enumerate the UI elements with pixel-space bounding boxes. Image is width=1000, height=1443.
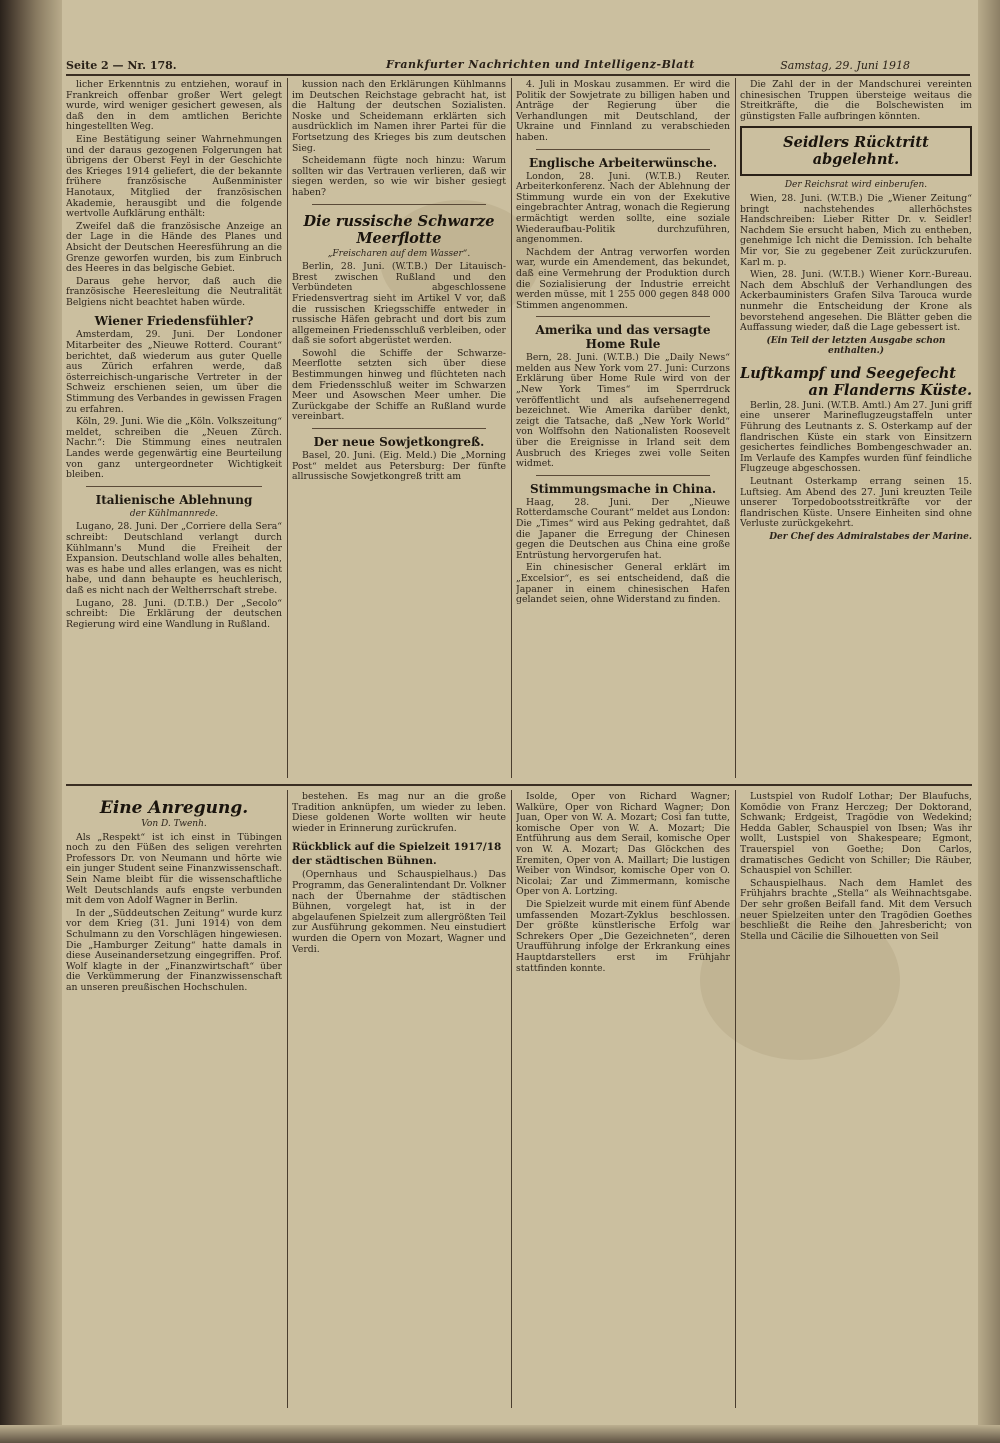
column-2 [292, 80, 506, 776]
headline-italien: Italienische Ablehnung [95, 492, 253, 507]
edition-note: (Ein Teil der letzten Ausgabe schon enthalten.) [766, 335, 946, 357]
divider [312, 204, 486, 205]
column-rule [287, 790, 288, 1408]
headline-china: Stimmungsmache in China. [529, 481, 717, 496]
column-rule [287, 78, 288, 778]
article-text: 4. Juli in Moskau zusammen. Er wird die Politik der Sowjetrate zu billigen haben und Anträge der Regierung über die Verhandlungen mit Deutschland, der Ukraine und Finnland zu verabschieden haben. [516, 80, 730, 143]
column-lower-4 [740, 792, 972, 1404]
article-text: Scheidemann fügte noch hinzu: Warum sollten wir das Vertrauen verlieren, daß wir siegen werden, so wie wir bisher gesiegt haben? [292, 155, 506, 198]
byline: Von D. Twenh. [141, 819, 207, 829]
article-text: Haag, 28. Juni. Der „Nieuwe Rotterdamsche Courant“ meldet aus London: Die „Times“ wird aus Peking gedrahtet, daß die Japaner die Erregung der Chinesen gegen die Deutschen aus China eine große Entrüstung hervorgerufen hat. [516, 496, 730, 561]
issue-date: Samstag, 29. Juni 1918 [780, 59, 910, 72]
subheadline: Der Reichsrat wird einberufen. [784, 180, 928, 191]
article-text: Leutnant Osterkamp errang seinen 15. Luftsieg. Am Abend des 27. Juni kreuzten Teile unserer Torpedobootsstreitkräfte vor der flandrischen Küste. Unsere Einheiten sind ohne Verluste zurückgekehrt. [740, 476, 972, 530]
masthead: Frankfurter Nachrichten und Intelligenz-Blatt [386, 58, 695, 71]
signoff: Der Chef des Admiralstabes der Marine. [769, 532, 972, 542]
divider [312, 428, 486, 429]
article-text: Als „Respekt“ ist ich einst in Tübingen noch zu den Füßen des seligen verehrten Professors Dr. von Neumann und hörte wie ein junger Student seine Finanzwissenschaft. Sein Name bleibt für die wissenschaftliche Welt Deutschlands aufs engste verbunden mit dem von Adolf Wagner in Berlin. [66, 831, 282, 907]
book-binding [0, 0, 62, 1443]
article-text: London, 28. Juni. (W.T.B.) Reuter. Arbeiterkonferenz. Nach der Ablehnung der Stimmung wurde ein von der Exekutive eingebrachter Antrag, wonach die Regierung ermächtigt werden sollte, eine soziale Wiederaufbau-Politik durchzuführen, angenommen. [516, 170, 730, 246]
article-text: Daraus gehe hervor, daß auch die französische Heeresleitung die Neutralität Belgiens nicht beachtet haben würde. [66, 275, 282, 308]
column-lower-2 [292, 792, 506, 1404]
divider [536, 149, 710, 150]
headline-luftkampf: Luftkampf und Seegefecht [740, 364, 956, 382]
article-text: Basel, 20. Juni. (Eig. Meld.) Die „Morning Post“ meldet aus Petersburg: Der fünfte allrussische Sowjetkongreß tritt am [292, 450, 506, 483]
column-rule [735, 78, 736, 778]
article-text: Wien, 28. Juni. (W.T.B.) Die „Wiener Zeitung“ bringt nachstehendes allerhöchstes Handschreiben: Lieber Ritter Dr. v. Seidler! Nachdem Sie ersucht haben, Mich zu entheben, genehmige Ich nicht die Demission. Ich behalte Mir vor, Sie zu gegebener Zeit zurückzurufen. Karl m. p. [740, 192, 972, 268]
headline-luftkampf-2: an Flanderns Küste. [808, 381, 972, 399]
article-text: Bern, 28. Juni. (W.T.B.) Die „Daily News“ melden aus New York vom 27. Juni: Curzons Erklärung über Home Rule wird von der „New York Times“ im Sperrdruck veröffentlicht und als aufsehenerregend bezeichnet. Wie Amerika darüber denkt, zeigt die Tatsache, daß „New York World“ von Wolffsohn den Nationalisten Roosevelt über die Ereignisse in Irland seit dem Ausbruch des Krieges zwei volle Seiten widmet. [516, 352, 730, 470]
headline-home-rule: Amerika und das versagte Home Rule [535, 323, 711, 352]
article-text: kussion nach den Erklärungen Kühlmanns im Deutschen Reichstage gebracht hat, ist die Haltung der deutschen Sozialisten. Noske und Scheidemann erklärten sich ausdrücklich im Namen ihrer Partei für die Fortsetzung des Krieges bis zum deutschen Sieg. [292, 80, 506, 154]
article-text: Zweifel daß die französische Anzeige an der Lage in die Hände des Planes und Absicht der Deutschen Heeresführung an die Grenze geworfen wurden, bis zum Einbruch des Heeres in das belgische Gebiet. [66, 220, 282, 275]
column-lower-3 [516, 792, 730, 1404]
article-text: Berlin, 28. Juni. (W.T.B. Amtl.) Am 27. Juni griff eine unserer Marineflugzeugstaffeln unter Führung des Leutnants z. S. Osterkamp auf der flandrischen Küste ein stark von Einsitzern gesichertes feindliches Bombengeschwader an. Im Verlaufe des Kampfes wurden fünf feindliche Flugzeuge abgeschossen. [740, 399, 972, 475]
headline-anregung: Eine Anregung. [99, 798, 249, 818]
article-text: Berlin, 28. Juni. (W.T.B.) Der Litauisch-Brest zwischen Rußland und den Verbündeten abgeschlossene Friedensvertrag sieht im Artikel V vor, daß die russischen Kriegsschiffe entweder in russische Häfen gebracht und dort bis zum allgemeinen Friedensschluß verbleiben, oder daß sie sofort abgerüstet werden. [292, 261, 506, 347]
column-1 [66, 80, 282, 776]
column-rule [735, 790, 736, 1408]
divider [86, 486, 262, 487]
headline-seidler: Seidlers Rücktritt abgelehnt. [783, 134, 929, 169]
subheadline: der Kühlmannrede. [129, 508, 219, 519]
article-text: bestehen. Es mag nur an die große Tradition anknüpfen, um wieder zu leben. Diese goldenen Worte wollten wir heute wieder in Erinnerung zurückrufen. [292, 792, 506, 834]
headline-spielzeit: Rückblick auf die Spielzeit 1917/18 der städtischen Bühnen. [292, 841, 502, 868]
article-text: Die Zahl der in der Mandschurei vereinten chinesischen Truppen übersteige weitaus die Streitkräfte, die die Bolschewisten im günstigsten Falle aufbringen könnten. [740, 80, 972, 122]
page-header [66, 58, 970, 76]
article-text: Amsterdam, 29. Juni. Der Londoner Mitarbeiter des „Nieuwe Rotterd. Courant“ berichtet, daß wiederum aus guter Quelle aus Zürich erfahren werde, daß österreichisch-ungarische Vertreter in der Schweiz erschienen seien, um über die Stimmung des Verbandes in gewissen Fragen zu erfahren. [66, 329, 282, 415]
article-text: Ein chinesischer General erklärt im „Excelsior“, es sei entscheidend, daß die Japaner in einem chinesischen Hafen gelandet seien, ohne Widerstand zu finden. [516, 562, 730, 606]
column-3 [516, 80, 730, 776]
column-rule [511, 790, 512, 1408]
article-text: Wien, 28. Juni. (W.T.B.) Wiener Korr.-Bureau. Nach dem Abschluß der Verhandlungen des Ackerbauministers Grafen Silva Tarouca wurde nunmehr die Entscheidung der Krone als bevorstehend angesehen. Die Blätter geben die Auffassung wieder, daß die Lage gebessert ist. [740, 269, 972, 334]
article-text: Lustspiel von Rudolf Lothar; Der Blaufuchs, Komödie von Franz Herczeg; Der Doktorand, Schwank; Erdgeist, Tragödie von Wedekind; Hedda Gabler, Schauspiel von Ibsen; Was ihr wollt, Lustspiel von Shakespeare; Egmont, Trauerspiel von Goethe; Don Carlos, dramatisches Gedicht von Schiller; Die Räuber, Schauspiel von Schiller. [740, 792, 972, 877]
subheadline: „Freischaren auf dem Wasser“. [327, 248, 471, 259]
article-text: Köln, 29. Juni. Wie die „Köln. Volkszeitung“ meldet, schreiben die „Neuen Zürch. Nachr.“: Die Stimmung eines neutralen Landes werde gegenwärtig eine Beurteilung von ganz untergeordneter Wichtigkeit bleiben. [66, 416, 282, 481]
article-text: Lugano, 28. Juni. (D.T.B.) Der „Secolo“ schreibt: Die Erklärung der deutschen Regierung wird eine Wandlung in Rußland. [66, 597, 282, 630]
article-text: Sowohl die Schiffe der Schwarze-Meerflotte setzten sich über diese Bestimmungen hinweg und flüchteten nach dem Friedensschluß weiter im Schwarzen Meer und Asowschen Meer umher. Die Zurückgabe der Schiffe an Rußland wurde vereinbart. [292, 347, 506, 423]
page-number: Seite 2 — Nr. 178. [66, 59, 177, 72]
headline-box [740, 126, 972, 176]
article-text: Lugano, 28. Juni. Der „Corriere della Sera“ schreibt: Deutschland verlangt durch Kühlmann's Mund die Freiheit der Expansion. Deutschland wolle alles behalten, was es habe und alles erlangen, was es nicht habe, und dann behaupte es heuchlerisch, daß es nicht nach der Weltherrschaft strebe. [66, 521, 282, 596]
headline-arbeiterwuensche: Englische Arbeiterwünsche. [528, 155, 718, 170]
headline-wiener: Wiener Friedensfühler? [94, 314, 254, 329]
page-bottom-edge [0, 1425, 1000, 1443]
divider [536, 475, 710, 476]
article-text: (Opernhaus und Schauspielhaus.) Das Programm, das Generalintendant Dr. Volkner nach der Übernahme der städtischen Bühnen, vorgelegt hat, ist in der abgelaufenen Spielzeit zum allergrößten Teil zur Ausführung gekommen. Neu einstudiert wurden die Opern von Mozart, Wagner und Verdi. [292, 869, 506, 955]
column-lower-1 [66, 792, 282, 1404]
article-text: Eine Bestätigung seiner Wahrnehmungen und der daraus gezogenen Folgerungen hat übrigens der Oberst Feyl in der Geschichte des Krieges 1914 geliefert, die der bekannte frühere französische Außenminister Hanotaux, Mitglied der französischen Akademie, herausgibt und die folgende wertvolle Aufklärung enthält: [66, 133, 282, 220]
column-rule [511, 78, 512, 778]
article-text: In der „Süddeutschen Zeitung“ wurde kurz vor dem Krieg (31. Juni 1914) von dem Schulmann zu den Vorschlägen hingewiesen. Die „Hamburger Zeitung“ hatte damals in diese Auseinandersetzung eingegriffen. Prof. Wolf klagte in der „Finanzwirtschaft“ über die Verkümmerung der Finanzwissenschaft an unseren preußischen Hochschulen. [66, 907, 282, 993]
page-edge [978, 0, 1000, 1443]
article-text: Die Spielzeit wurde mit einem fünf Abende umfassenden Mozart-Zyklus beschlossen. Der größte künstlerische Erfolg war Schrekers Oper „Die Gezeichneten“, deren Uraufführung infolge der Erkrankung eines Hauptdarstellers erst im Frühjahr stattfinden konnte. [516, 898, 730, 974]
article-text: Schauspielhaus. Nach dem Hamlet des Frühjahrs brachte „Stella“ als Weihnachtsgabe. Der sehr großen Beifall fand. Mit dem Versuch neuer Spielzeiten unter den Tragödien Goethes beschließt die Reihe den Jahresbericht; von Stella und Cäcilie die Silhouetten von Seil [740, 877, 972, 942]
article-text: Nachdem der Antrag verworfen worden war, wurde ein Amendement, das bekundet, daß eine Vermehrung der Produktion durch die Sozialisierung der Industrie erreicht werden müsse, mit 1 255 000 gegen 848 000 Stimmen angenommen. [516, 246, 730, 311]
section-rule [66, 784, 972, 786]
headline-sowjetkongress: Der neue Sowjetkongreß. [313, 435, 485, 450]
headline-schwarzmeerflotte: Die russische Schwarze Meerflotte [303, 212, 495, 247]
column-4 [740, 80, 972, 776]
article-text: licher Erkenntnis zu entziehen, worauf in Frankreich offenbar großer Wert gelegt wurde, wird weniger gesichert gewesen, als daß den in dem amtlichen Berichte hingestellten Weg. [66, 80, 282, 133]
article-text: Isolde, Oper von Richard Wagner; Walküre, Oper von Richard Wagner; Don Juan, Oper von W. A. Mozart; Così fan tutte, komische Oper von W. A. Mozart; Die Entführung aus dem Serail, komische Oper von W. A. Mozart; Das Glöckchen des Eremiten, Oper von A. Maillart; Die lustigen Weiber von Windsor, komische Oper von O. Nicolai; Zar und Zimmermann, komische Oper von A. Lortzing. [516, 792, 730, 898]
divider [536, 316, 710, 317]
